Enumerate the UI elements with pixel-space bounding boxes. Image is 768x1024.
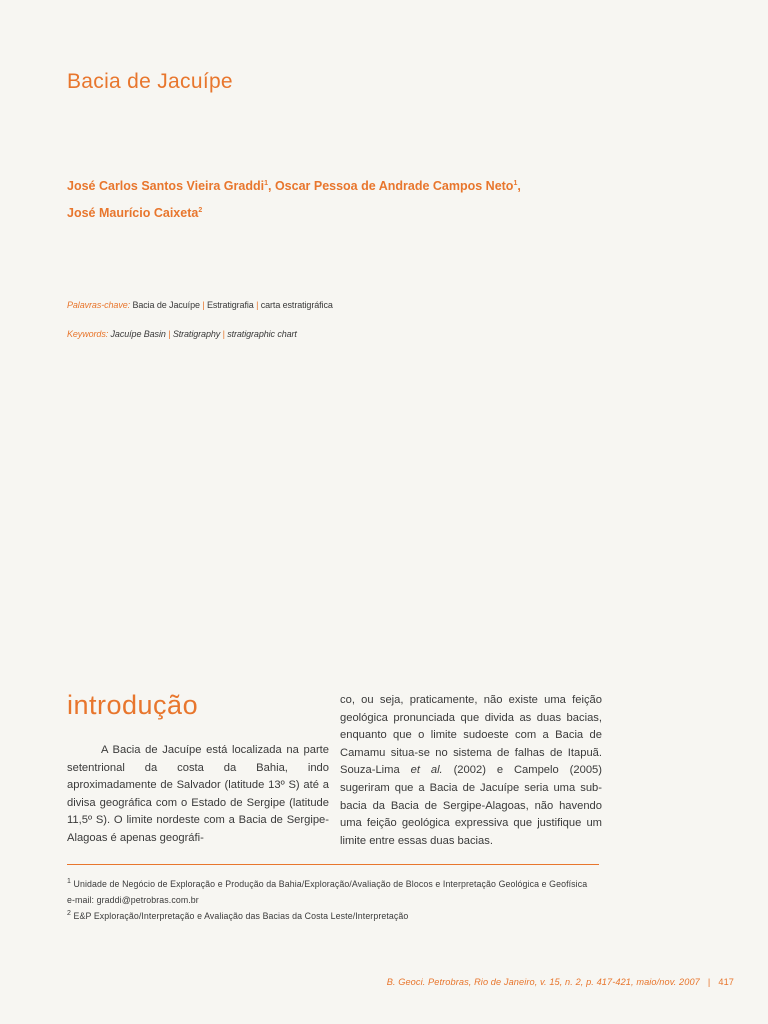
author-name: Oscar Pessoa de Andrade Campos Neto (274, 179, 514, 193)
affiliation-marker: 2 (198, 206, 203, 214)
affiliation-marker: 1 (264, 179, 268, 187)
journal-citation: B. Geoci. Petrobras, Rio de Janeiro, v. 15, n. 2, p. 417-421, maio/nov. 2007 (386, 977, 700, 987)
footnote-1 (67, 879, 587, 889)
author-name: José Maurício Caixeta (67, 206, 199, 220)
footnote-text: Unidade de Negócio de Exploração e Produção da Bahia/Exploração/Avaliação de Blocos e Interpretação Geológica e Geofísica (73, 879, 588, 889)
footnote-email: e-mail: graddi@petrobras.com.br (67, 895, 199, 905)
body-paragraph (340, 692, 602, 850)
keyword: Estratigrafia (206, 300, 254, 310)
author-name: José Carlos Santos Vieira Graddi (67, 179, 265, 193)
body-column-left (67, 742, 329, 848)
footnote-2 (67, 911, 408, 921)
footnote-marker: 2 (67, 910, 71, 918)
keyword: Bacia de Jacuípe (132, 300, 200, 310)
section-heading: introdução (67, 690, 199, 720)
keywords-english (67, 329, 297, 339)
keyword: Stratigraphy (172, 329, 221, 339)
body-text-italic: et al. (410, 764, 443, 777)
body-text: co, ou seja, praticamente, não existe uma feição geológica pronunciada que divida as duas bacias, enquanto que o limite sudoeste com a Bacia de Camamu situa-se no sistema de falhas de Itapuã. Souza-Lima (340, 694, 602, 777)
body-column-right (340, 692, 602, 850)
author-separator: , (267, 179, 275, 193)
authors-line-2 (67, 206, 202, 220)
author-separator: , (517, 179, 521, 193)
keyword: Jacuípe Basin (110, 329, 166, 339)
footnote-text: E&P Exploração/Interpretação e Avaliação das Bacias da Costa Leste/Interpretação (73, 911, 409, 921)
keyword-separator: | (253, 300, 261, 310)
keyword-separator: | (199, 300, 207, 310)
body-text: (2002) e Campelo (2005) sugeriram que a Bacia de Jacuípe seria uma sub-bacia da Bacia de Sergipe-Alagoas, não havendo uma feição geológica expressiva que justifique um limite entre essas duas bacias. (340, 764, 602, 847)
page-footer (387, 977, 734, 987)
body-paragraph: A Bacia de Jacuípe está localizada na parte setentrional da costa da Bahia, indo aproximadamente de Salvador (latitude 13º S) até a divisa geográfica com o Estado de Sergipe (latitude 11,5º S). O limite nordeste com a Bacia de Sergipe-Alagoas é apenas geográfi- (67, 744, 329, 844)
keywords-label: Keywords: (67, 329, 109, 339)
keyword: carta estratigráfica (260, 300, 333, 310)
keyword-separator: | (220, 329, 228, 339)
authors-line-1 (67, 179, 521, 193)
footnote-marker: 1 (67, 878, 71, 886)
keywords-portuguese (67, 300, 333, 310)
page-number: 417 (718, 977, 734, 987)
footnote-divider (67, 864, 599, 865)
affiliation-marker: 1 (513, 179, 518, 187)
article-title: Bacia de Jacuípe (67, 70, 233, 93)
keywords-label: Palavras-chave: (67, 300, 131, 310)
keyword: stratigraphic chart (227, 329, 297, 339)
footer-separator: | (707, 977, 711, 987)
keyword-separator: | (165, 329, 173, 339)
